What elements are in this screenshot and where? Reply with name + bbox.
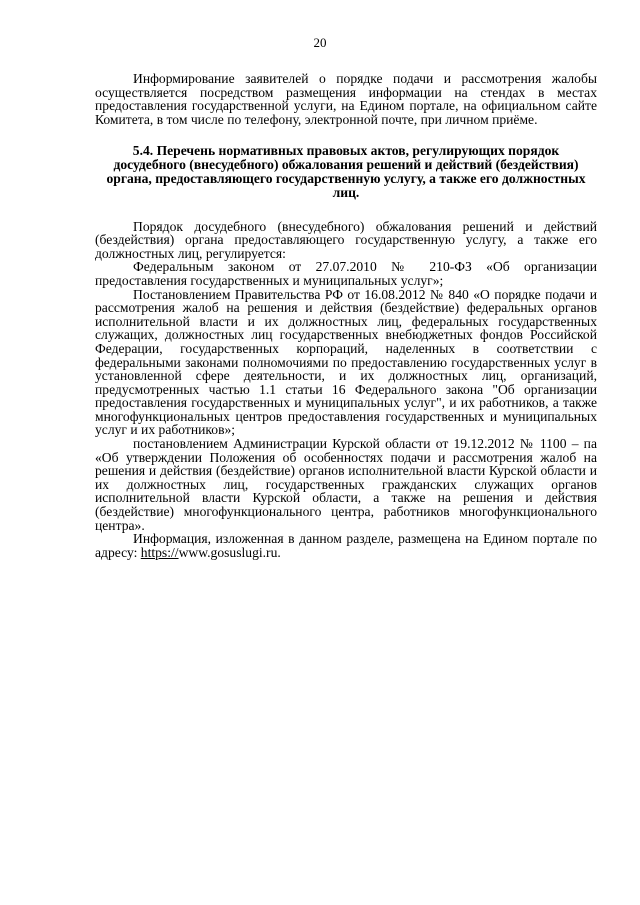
section-heading: 5.4. Перечень нормативных правовых актов, регулирующих порядок досудебного (внесудебного) обжалования решений и действий (бездействия) органа, предоставляющего государственную услугу, а также его должностных лиц. [106,143,586,200]
portal-link-scheme[interactable]: https:// [140,544,179,560]
intro-paragraph: Информирование заявителей о порядке подачи и рассмотрения жалобы осуществляется посредством размещения информации на стендах в местах предоставления государственной услуги, на Едином портале, на официальном сайте Комитета, в том числе по телефону, электронной почте, при личном приёме. [95,71,597,127]
paragraph-federal-law: Федеральным законом от 27.07.2010 № 210-ФЗ «Об организации предоставления государственных и муниципальных услуг»; [95,259,597,288]
paragraph-government-resolution: Постановлением Правительства РФ от 16.08.2012 № 840 «О порядке подачи и рассмотрения жалоб на решения и действия (бездействие) федеральных органов исполнительной власти и их должностных лиц, федеральных государственных служащих, должностных лиц государственных внебюджетных фондов Российской Федерации, государственных корпораций, наделенных в соответствии с федеральными законами полномочиями по предоставлению государственных услуг в установленной сфере деятельности, и их должностных лиц, организаций, предусмотренных частью 1.1 статьи 16 Федерального закона "Об организации предоставления государственных и муниципальных услуг", и их работников, а также многофункциональных центров предоставления государственных и муниципальных услуг и их работников»; [95,286,597,438]
paragraph-portal-info [95,532,597,559]
page-number: 20 [313,35,327,50]
paragraph-regulation-intro: Порядок досудебного (внесудебного) обжалования решений и действий (бездействия) органа предоставляющего государственную услугу, а также его должностных лиц, регулируется: [95,218,597,261]
document-body [95,72,597,559]
portal-info-text: Информация, изложенная в данном разделе, размещена на Едином портале по адресу: [95,531,597,560]
paragraph-kursk-resolution: постановлением Администрации Курской области от 19.12.2012 № 1100 – па «Об утверждении Положения об особенностях подачи и рассмотрения жалоб на решения и действия (бездействие) органов исполнительной власти Курской области и их должностных лиц, государственных гражданских служащих органов исполнительной власти Курской области, а также на решения и действия (бездействие) многофункционального центра, работников многофункционального центра». [95,436,597,533]
portal-link-domain[interactable]: www.gosuslugi.ru. [178,544,281,560]
